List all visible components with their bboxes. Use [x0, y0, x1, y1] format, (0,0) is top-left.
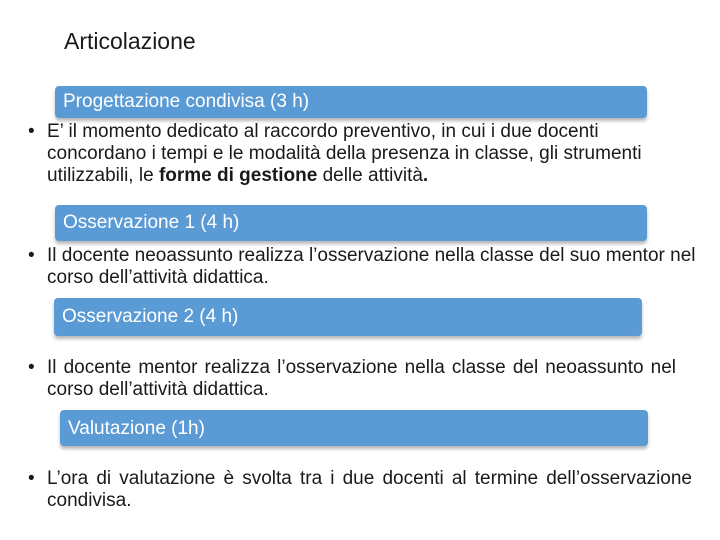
bullet-valutazione — [28, 468, 692, 512]
bullet-osservazione-1 — [28, 245, 696, 289]
section-heading-osservazione-2: Osservazione 2 (4 h) — [54, 298, 642, 336]
bullet-text-bold: forme di gestione — [158, 165, 318, 186]
bullet-text: Il docente neoassunto realizza l’osservazione nella classe del suo mentor nel corso dell’attività didattica. — [47, 245, 696, 288]
section-heading-valutazione: Valutazione (1h) — [60, 410, 648, 446]
bullet-text-part: delle attività — [317, 165, 423, 186]
bullet-text: Il docente mentor realizza l’osservazione nella classe del neoassunto nel corso dell’attività didattica. — [47, 357, 676, 400]
bullet-dot: • — [28, 121, 35, 142]
bullet-dot: • — [28, 357, 35, 378]
slide-title: Articolazione — [64, 28, 196, 54]
bullet-dot: • — [28, 468, 35, 489]
bullet-text: L’ora di valutazione è svolta tra i due docenti al termine dell’osservazione condivisa. — [47, 468, 692, 511]
bullet-progettazione — [28, 121, 696, 187]
bullet-dot: • — [28, 245, 35, 266]
section-heading-progettazione: Progettazione condivisa (3 h) — [55, 86, 647, 118]
bullet-osservazione-2 — [28, 357, 676, 401]
bullet-text — [47, 121, 696, 187]
bullet-text-end: . — [422, 165, 429, 186]
section-heading-osservazione-1: Osservazione 1 (4 h) — [55, 205, 647, 241]
bullet-text-part: E’ il momento dedicato al raccordo preventivo, in cui i due docenti concordano i tempi e le modalità della presenza in classe, gli strumenti utilizzabili, le — [47, 121, 642, 186]
